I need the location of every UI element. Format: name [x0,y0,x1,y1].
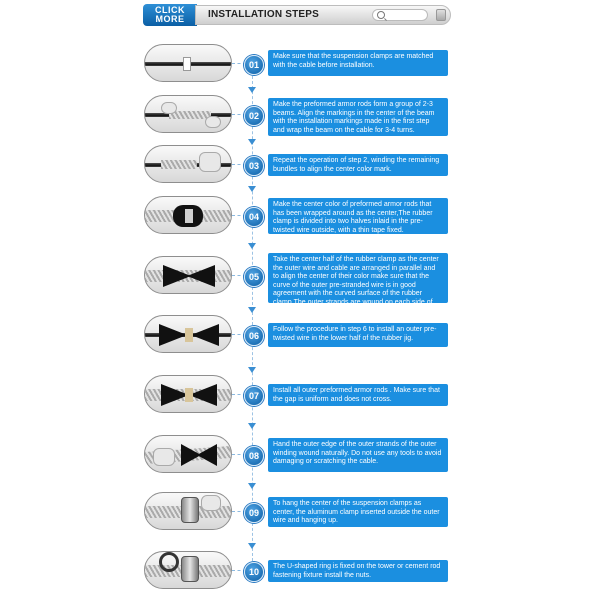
step-number: 09 [244,503,264,523]
step-number: 03 [244,156,264,176]
step-description: Make sure that the suspension clamps are matched with the cable before installation. [268,50,448,76]
step-number: 04 [244,207,264,227]
step-description: Repeat the operation of step 2, winding the remaining bundles to align the center color mark. [268,154,448,176]
step-6-photo [144,315,232,353]
u-shaped-ring-icon [159,552,179,572]
hand-icon [153,448,175,466]
step-description: The U-shaped ring is fixed on the tower or cement rod fastening fixture install the nuts. [268,560,448,582]
step-3-photo [144,145,232,183]
step-5-photo [144,256,232,294]
step-number: 08 [244,446,264,466]
rubber-jaw-icon [191,324,219,346]
step-3 [140,145,452,185]
step-number: 10 [244,562,264,582]
rubber-jaw-icon [187,265,215,287]
step-description: Take the center half of the rubber clamp as the center the outer wire and cable are arranged in parallel and to align the center of their color make sure that the curve of the outer pre-stranded wire is in good agreement with the curved surface of the rubber clamp.The outer strands are wound on each side of the rubber jaws for 2-3 turns. [268,253,448,303]
step-5 [140,256,452,314]
hand-icon [201,495,221,511]
clamp-core-icon [185,328,193,342]
armor-rods-icon [161,160,197,169]
marker-icon [183,57,191,71]
header [143,4,451,26]
step-9 [140,492,452,532]
step-2 [140,95,452,135]
step-10 [140,551,452,591]
search-input[interactable] [372,9,428,21]
arrow-down-icon [248,186,256,192]
step-number: 06 [244,326,264,346]
arrow-down-icon [248,367,256,373]
step-description: Hand the outer edge of the outer strands of the outer winding wound naturally. Do not use any tools to avoid damaging or scratching the cable. [268,438,448,472]
step-4-photo [144,196,232,234]
aluminum-clamp-icon [181,497,199,523]
step-1 [140,44,452,84]
arrow-down-icon [248,423,256,429]
title-bar [195,5,451,25]
arrow-down-icon [248,87,256,93]
step-8-photo [144,435,232,473]
step-10-photo [144,551,232,589]
aluminum-clamp-icon [181,556,199,582]
arrow-down-icon [248,243,256,249]
search-icon[interactable] [377,11,385,19]
rubber-jaw-icon [197,444,217,466]
hand-icon [205,116,221,128]
arrow-down-icon [248,307,256,313]
page-title: INSTALLATION STEPS [208,9,320,20]
step-2-photo [144,95,232,133]
arrow-down-icon [248,483,256,489]
tape-icon [185,209,193,223]
step-7 [140,375,452,415]
click-more-button[interactable] [143,4,197,26]
step-description: Install all outer preformed armor rods . Make sure that the gap is uniform and does not cross. [268,384,448,406]
step-description: Make the preformed armor rods form a group of 2-3 beams. Align the markings in the center of the beam with the installation markings made in the first step and wrap the beam on the cable for 3-4 turns. [268,98,448,136]
search-handle [436,9,446,21]
step-description: To hang the center of the suspension clamps as center, the aluminum clamp inserted outside the outer wire and hanging up. [268,497,448,527]
step-1-photo [144,44,232,82]
clamp-core-icon [185,388,193,402]
hand-icon [199,152,221,172]
step-number: 05 [244,267,264,287]
rubber-jaw-icon [159,324,187,346]
step-number: 07 [244,386,264,406]
step-9-photo [144,492,232,530]
step-number: 01 [244,55,264,75]
arrow-down-icon [248,543,256,549]
click-more-line2: MORE [155,14,185,24]
rubber-jaw-icon [189,384,217,406]
click-more-line1: CLICK [155,5,185,15]
step-8 [140,435,452,475]
step-7-photo [144,375,232,413]
step-description: Follow the procedure in step 6 to install an outer pre-twisted wire in the lower half of the rubber jig. [268,323,448,347]
step-6 [140,315,452,355]
step-4 [140,196,452,236]
hand-icon [161,102,177,114]
step-description: Make the center color of preformed armor rods that has been wrapped around as the center,The rubber clamp is divided into two halves inlaid in the pre-twisted wire outside, with a thin tape fixed. [268,198,448,234]
step-number: 02 [244,106,264,126]
